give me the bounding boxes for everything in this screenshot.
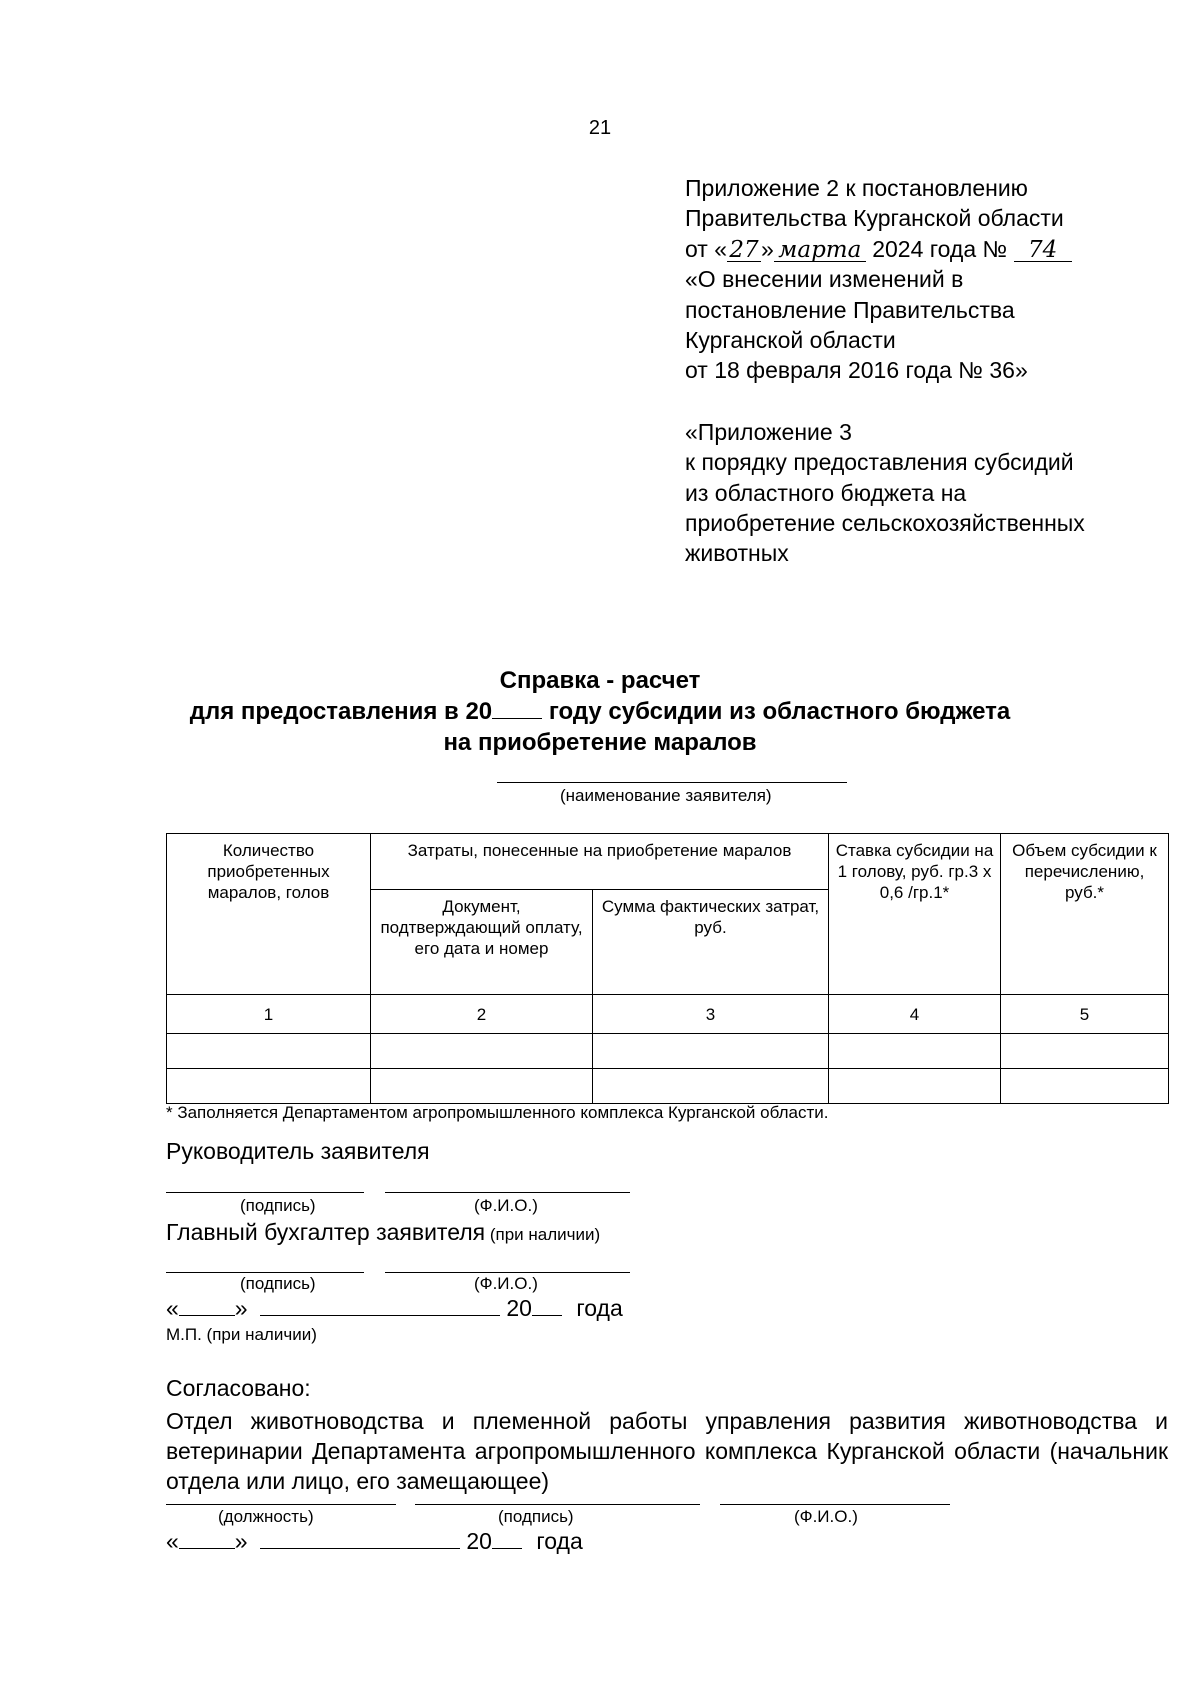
calculation-table [166, 833, 1169, 1104]
annex-line-2: Правительства Курганской области [685, 205, 1064, 232]
subtitle-part-a: для предоставления в 20 [189, 698, 493, 725]
accountant-fio-line [385, 1272, 630, 1273]
annex-line-6: Курганской области [685, 327, 896, 354]
header-costs: Затраты, понесенные на приобретение маралов [371, 834, 829, 890]
approval-label: Согласовано: [166, 1375, 311, 1401]
annex-line-5: постановление Правительства [685, 296, 1015, 323]
date-open-quote: « [166, 1528, 179, 1554]
header-payment-document: Документ, подтверждающий оплату, его дата и номер [371, 890, 593, 995]
page-number: 21 [588, 117, 612, 139]
annex-date-line [685, 234, 1085, 264]
approval-fio-caption: (Ф.И.О.) [794, 1507, 858, 1526]
annex-line-12: животных [685, 540, 789, 567]
annex-line-8: «Приложение 3 [685, 418, 852, 445]
header-rate: Ставка субсидии на 1 голову, руб. гр.3 х 0,6 /гр.1* [829, 834, 1001, 995]
handwritten-day: 27 [727, 239, 761, 262]
annex-header [685, 173, 1085, 569]
day-blank [179, 1528, 235, 1549]
year-prefix: 20 [466, 1528, 492, 1554]
annex-line-4: «О внесении изменений в [685, 266, 964, 293]
header-actual-costs: Сумма фактических затрат, руб. [593, 890, 829, 995]
accountant-sign-caption: (подпись) [240, 1274, 316, 1293]
header-subsidy-volume: Объем субсидии к перечислению, руб.* [1001, 834, 1169, 995]
applicant-name-line [497, 782, 847, 783]
annex-line-1: Приложение 2 к постановлению [685, 175, 1028, 201]
annex-line-9: к порядку предоставления субсидий [685, 449, 1074, 476]
table-cell [371, 1034, 593, 1069]
accountant-label: Главный бухгалтер заявителя [166, 1219, 486, 1245]
document-subtitle-2: на приобретение маралов [443, 729, 757, 756]
column-number: 5 [1001, 995, 1169, 1034]
date-close-quote: » [234, 1295, 248, 1321]
year-blank [492, 1528, 522, 1549]
year-suffix: года [536, 1528, 583, 1554]
table-cell [593, 1069, 829, 1104]
column-number: 3 [593, 995, 829, 1034]
approval-signature-line [415, 1504, 700, 1505]
position-caption: (должность) [218, 1507, 314, 1526]
annex-line-11: приобретение сельскохозяйственных [685, 510, 1085, 537]
day-blank [179, 1295, 235, 1316]
date-open-quote: « [166, 1295, 179, 1321]
table-cell [829, 1034, 1001, 1069]
table-cell [829, 1069, 1001, 1104]
footnote: * Заполняется Департаментом агропромышленного комплекса Курганской области. [166, 1103, 829, 1122]
date-close-quote: » [234, 1528, 248, 1554]
head-signature-line [166, 1192, 364, 1193]
annex-date-mid: » [761, 235, 774, 262]
approval-fio-line [720, 1504, 950, 1505]
annex-line-7: от 18 февраля 2016 года № 36» [685, 357, 1028, 384]
column-number: 2 [371, 995, 593, 1034]
accountant-line [166, 1219, 600, 1246]
accountant-note: (при наличии) [485, 1225, 601, 1244]
handwritten-number: 74 [1014, 239, 1072, 262]
head-sign-caption: (подпись) [240, 1196, 316, 1215]
table-cell [1001, 1069, 1169, 1104]
accountant-fio-caption: (Ф.И.О.) [474, 1274, 538, 1293]
document-title: Справка - расчет [499, 667, 701, 694]
column-number: 1 [167, 995, 371, 1034]
accountant-signature-line [166, 1272, 364, 1273]
approval-sign-caption: (подпись) [498, 1507, 574, 1526]
table-cell [593, 1034, 829, 1069]
year-blank [532, 1295, 562, 1316]
head-fio-line [385, 1192, 630, 1193]
date-line-approval [166, 1528, 583, 1555]
position-line [166, 1504, 396, 1505]
year-blank [492, 698, 542, 719]
head-label: Руководитель заявителя [166, 1138, 430, 1164]
subtitle-part-b: году субсидии из областного бюджета [542, 698, 1011, 725]
head-fio-caption: (Ф.И.О.) [474, 1196, 538, 1215]
annex-date-prefix: от « [685, 235, 728, 262]
table-cell [371, 1069, 593, 1104]
header-quantity: Количество приобретенных маралов, голов [167, 834, 371, 995]
month-blank [260, 1295, 500, 1316]
table-row [167, 1034, 1169, 1069]
table-cell [167, 1034, 371, 1069]
annex-date-year: 2024 года № [865, 235, 1014, 262]
stamp-note: М.П. (при наличии) [166, 1325, 317, 1344]
date-line-applicant [166, 1295, 623, 1322]
year-suffix: года [576, 1295, 623, 1321]
table-row [167, 1069, 1169, 1104]
approval-text: Отдел животноводства и племенной работы управления развития животноводства и ветеринарии Департамента агропромышленного комплекса Курганской области (начальник отдела или лицо, его замещающее) [166, 1408, 1168, 1494]
month-blank [260, 1528, 460, 1549]
table-cell [167, 1069, 371, 1104]
annex-line-10: из областного бюджета на [685, 479, 967, 506]
column-number: 4 [829, 995, 1001, 1034]
handwritten-month: марта [774, 239, 866, 262]
table-cell [1001, 1034, 1169, 1069]
year-prefix: 20 [506, 1295, 532, 1321]
applicant-caption: (наименование заявителя) [560, 786, 772, 805]
document-subtitle [0, 698, 1200, 726]
